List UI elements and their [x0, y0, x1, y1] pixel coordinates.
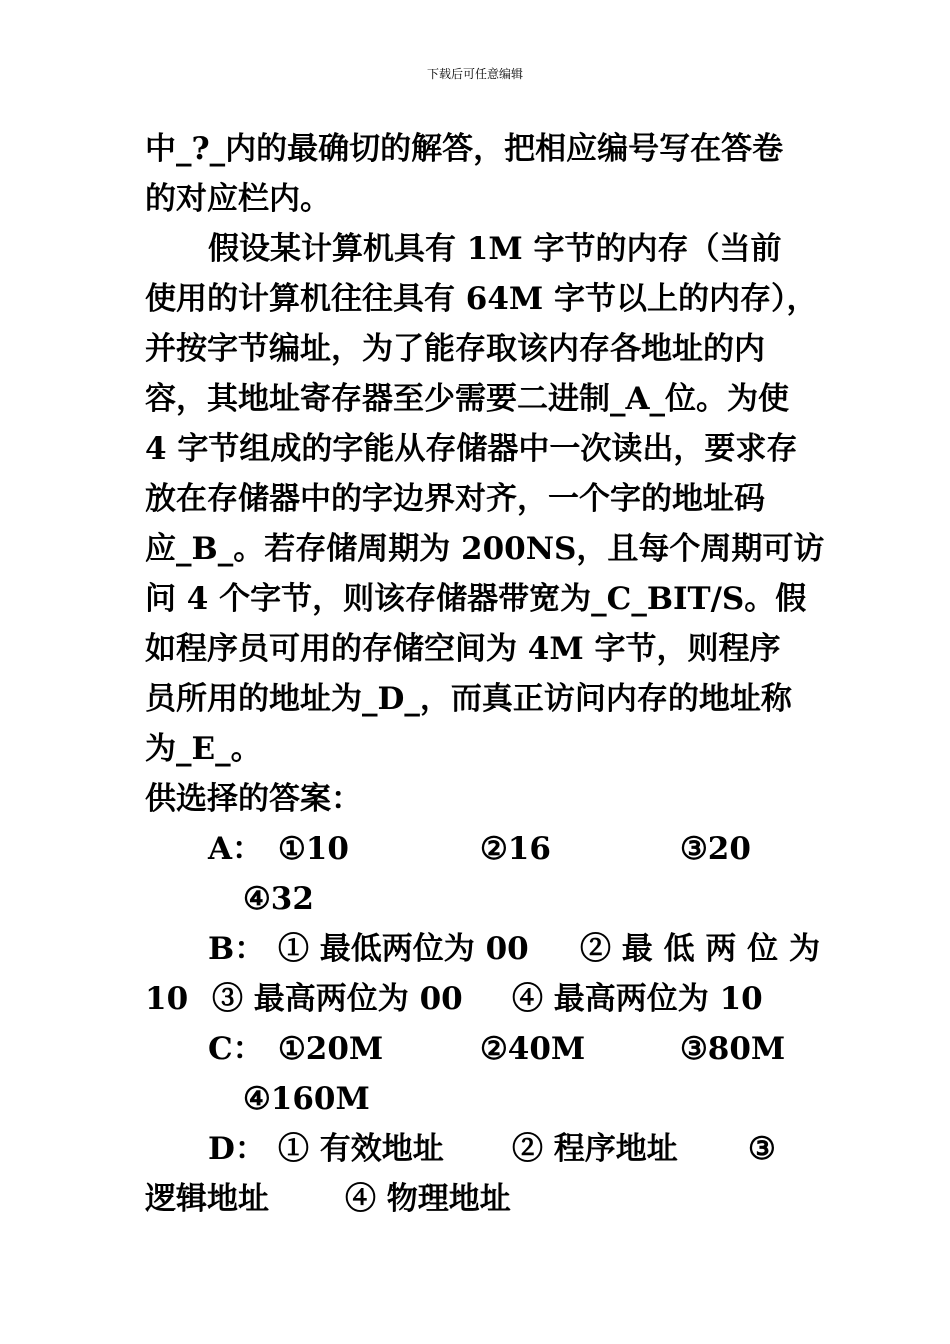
answer-a-option-2: ②16 — [480, 831, 551, 867]
answer-b-option-4: ④ 最高两位为 10 — [512, 981, 763, 1017]
answer-c-option-2: ②40M — [480, 1031, 586, 1067]
page-header: 下载后可任意编辑 — [426, 67, 523, 81]
question-line: 员所用的地址为_D_，而真正访问内存的地址称 — [145, 681, 792, 717]
choices-title: 供选择的答案： — [145, 781, 362, 817]
answer-b-label: B： — [208, 931, 266, 967]
answer-a-option-3: ③20 — [680, 831, 751, 867]
answer-d-option-3: ③ — [748, 1131, 776, 1167]
answer-c-option-3: ③80M — [680, 1031, 786, 1067]
answer-d-option-4: ④ 物理地址 — [345, 1181, 511, 1217]
answer-d-label: D： — [208, 1131, 266, 1167]
answer-d-option-3-cont: 逻辑地址 — [145, 1181, 269, 1217]
answer-c-label: C： — [208, 1031, 264, 1067]
question-line: 放在存储器中的字边界对齐，一个字的地址码 — [145, 481, 765, 517]
question-line: 使用的计算机往往具有 64M 字节以上的内存）， — [145, 281, 818, 317]
question-line: 为_E_。 — [145, 731, 262, 767]
question-line: 中_?_内的最确切的解答，把相应编号写在答卷 — [145, 131, 784, 167]
question-line: 容，其地址寄存器至少需要二进制_A_位。为使 — [145, 381, 790, 417]
answer-b-option-3: ③ 最高两位为 00 — [212, 981, 463, 1017]
question-line: 如程序员可用的存储空间为 4M 字节，则程序 — [145, 631, 781, 667]
question-line: 4 字节组成的字能从存储器中一次读出，要求存 — [145, 431, 798, 467]
answer-d-option-2: ② 程序地址 — [512, 1131, 678, 1167]
question-line: 的对应栏内。 — [145, 181, 331, 217]
question-line: 并按字节编址，为了能存取该内存各地址的内 — [145, 331, 765, 367]
question-line: 应_B_。若存储周期为 200NS，且每个周期可访 — [145, 531, 825, 567]
answer-c-option-4: ④160M — [243, 1081, 370, 1117]
answer-b-option-2: ② 最 低 两 位 为 — [580, 931, 820, 967]
answer-a-label: A： — [208, 831, 264, 867]
answer-a-option-4: ④32 — [243, 881, 314, 917]
answer-c-option-1: ①20M — [278, 1031, 384, 1067]
answer-b-option-1: ① 最低两位为 00 — [278, 931, 529, 967]
question-line: 问 4 个字节，则该存储器带宽为_C_BIT/S。假 — [145, 581, 807, 617]
answer-d-option-1: ① 有效地址 — [278, 1131, 444, 1167]
answer-b-option-2-cont: 10 — [145, 981, 189, 1017]
question-line: 假设某计算机具有 1M 字节的内存（当前 — [208, 231, 782, 267]
answer-a-option-1: ①10 — [278, 831, 349, 867]
